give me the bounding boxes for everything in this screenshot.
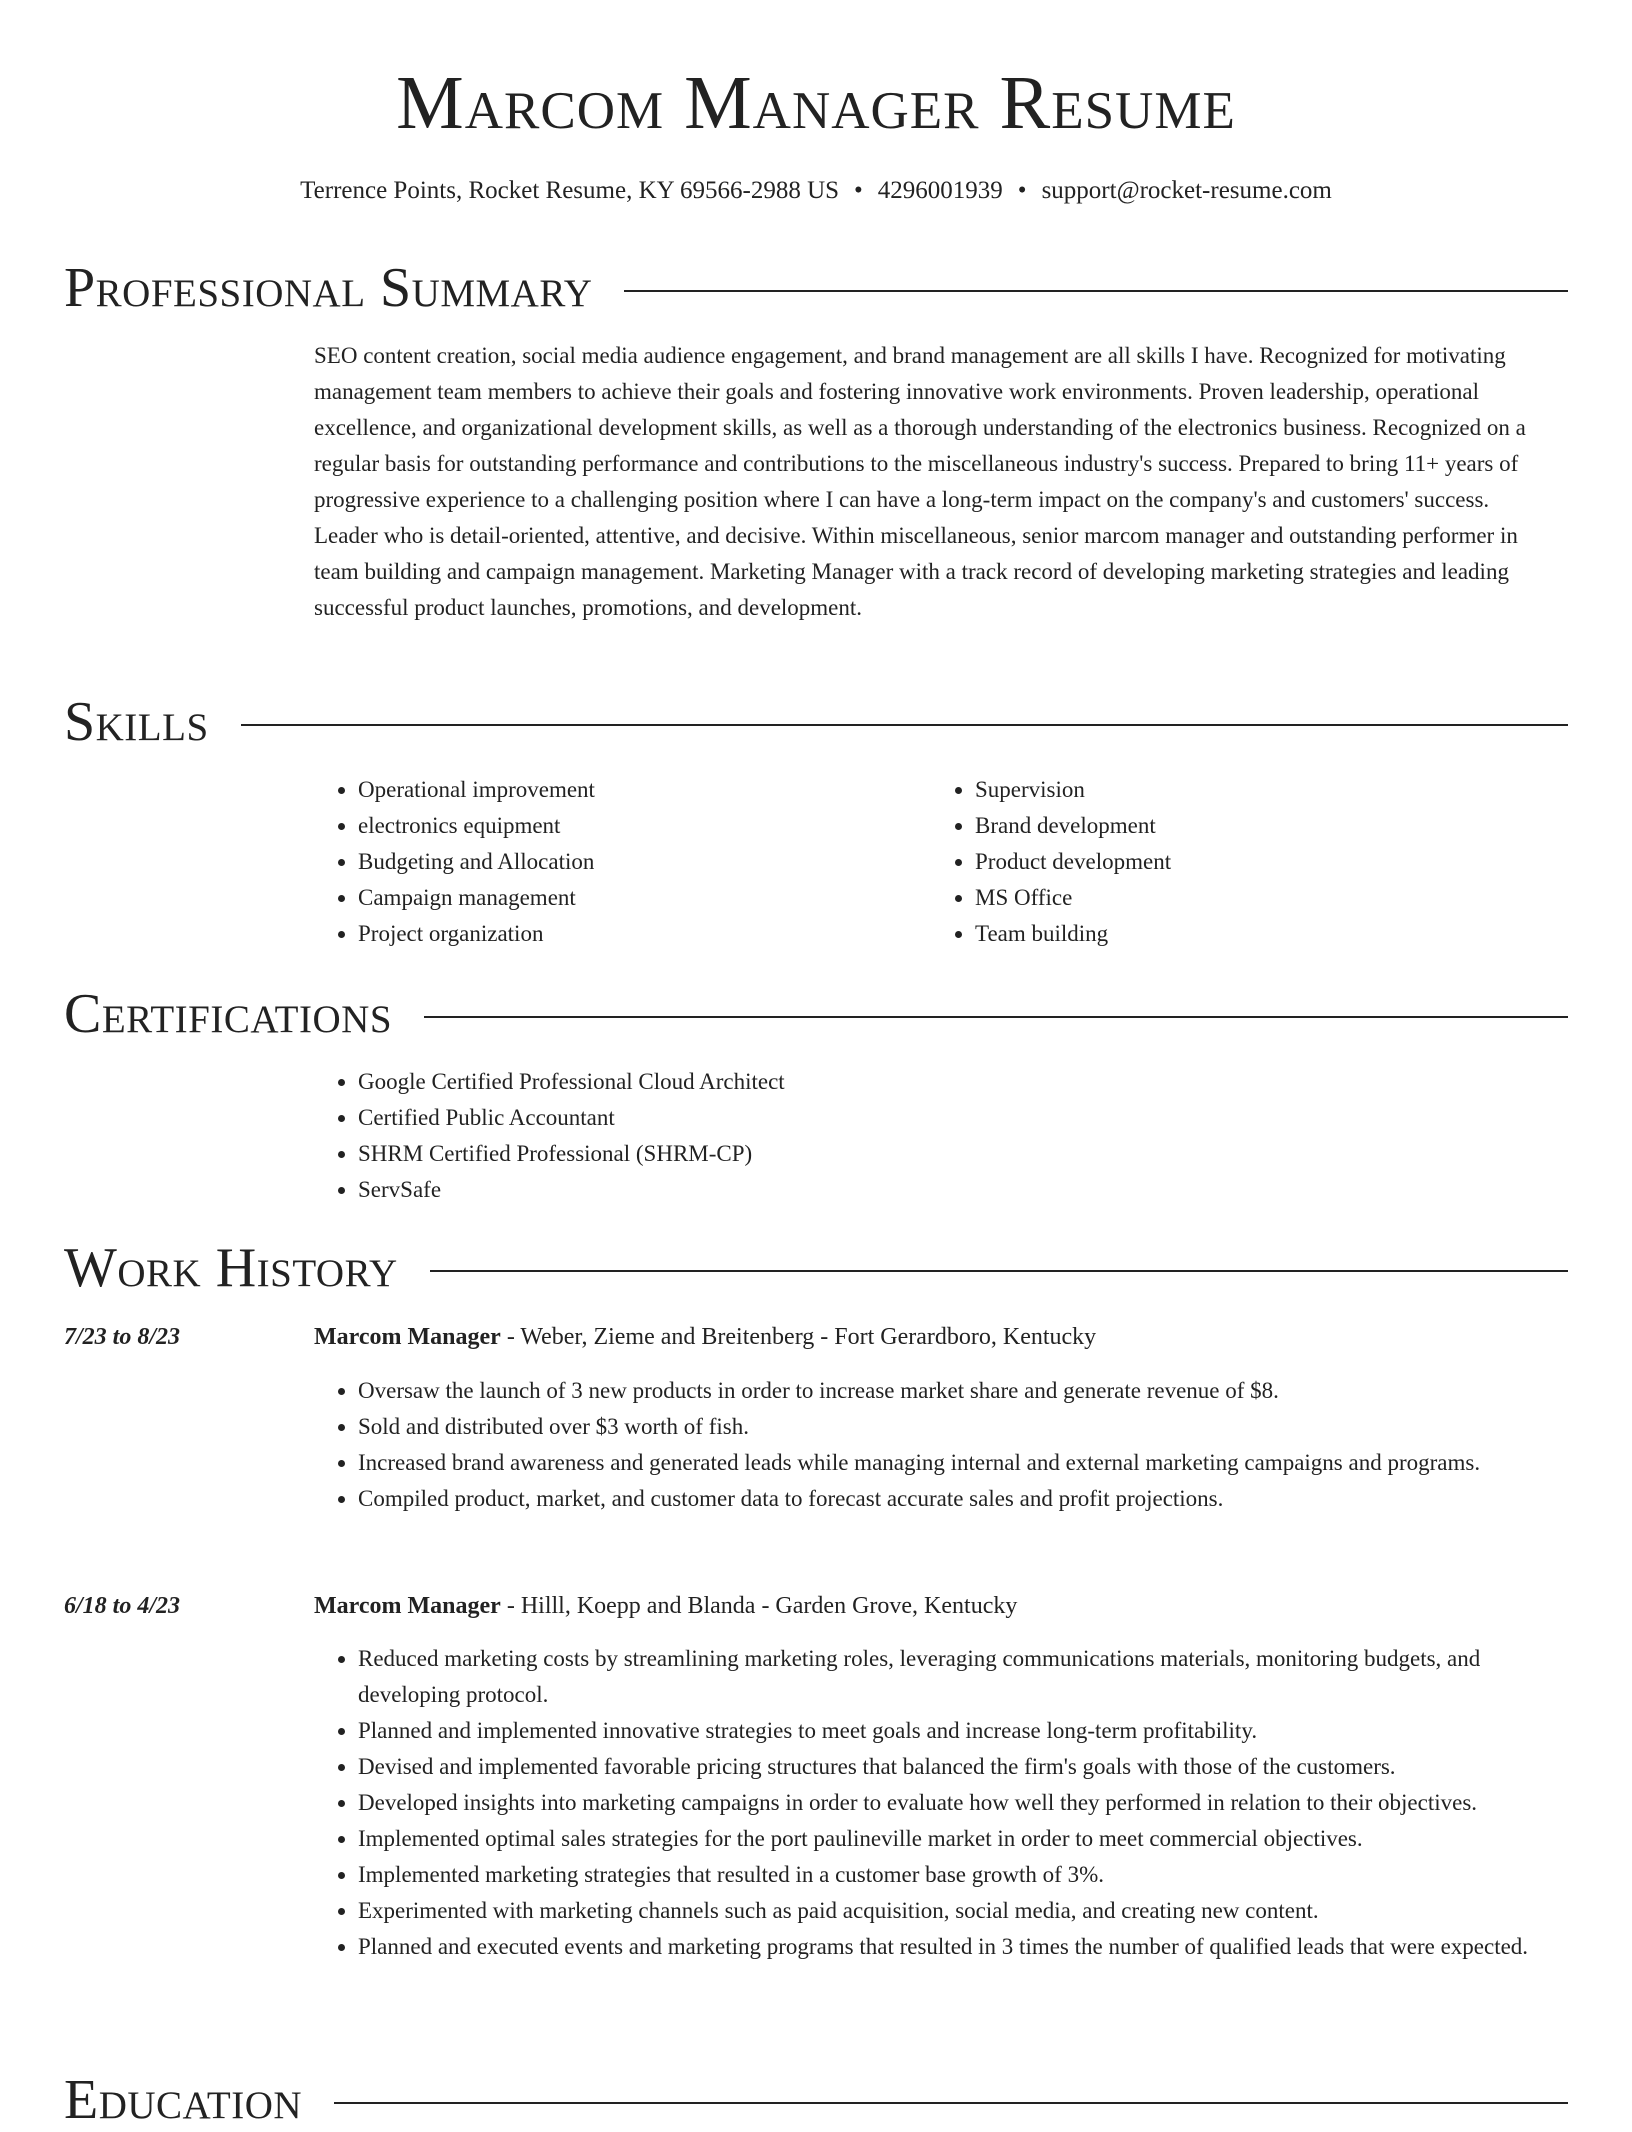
certification-item: • SHRM Certified Professional (SHRM-CP) [358, 1136, 1554, 1172]
job-bullet: • Compiled product, market, and customer data to forecast accurate sales and profit projections. [358, 1481, 1554, 1517]
contact-phone: 4296001939 [877, 177, 1003, 204]
certifications-list [314, 1064, 1554, 1208]
contact-separator: • [1017, 177, 1027, 204]
job-heading [314, 1319, 1554, 1355]
contact-line [0, 175, 1632, 207]
section-divider [334, 2102, 1568, 2104]
summary-text: SEO content creation, social media audience engagement, and brand management are all skills I have. Recognized for motivating management team members to achieve their goals and fostering innovative work environments. Proven leadership, operational excellence, and organizational development skills, as well as a thorough understanding of the electronics business. Recognized on a regular basis for outstanding performance and contributions to the miscellaneous industry's success. Prepared to bring 11+ years of progressive experience to a challenging position where I can have a long-term impact on the company's and customers' success. Leader who is detail-oriented, attentive, and decisive. Within miscellaneous, senior marcom manager and outstanding performer in team building and campaign management. Marketing Manager with a track record of developing marketing strategies and leading successful product launches, promotions, and development. [314, 343, 1526, 620]
job-employer: - Hilll, Koepp and Blanda - Garden Grove, Kentucky [500, 1593, 1018, 1619]
section-divider [241, 724, 1568, 726]
job-bullet: • Oversaw the launch of 3 new products in order to increase market share and generate revenue of $8. [358, 1373, 1554, 1409]
skill-item: • Product development [975, 844, 1531, 880]
job-dates: 7/23 to 8/23 [64, 1324, 181, 1350]
section-divider [430, 1270, 1568, 1272]
certification-item: • Google Certified Professional Cloud Architect [358, 1064, 1554, 1100]
skills-section-header [64, 690, 1568, 754]
contact-address: Terrence Points, Rocket Resume, KY 69566-2988 US [300, 177, 840, 204]
skill-item: • MS Office [975, 880, 1531, 916]
skill-item: • Supervision [975, 772, 1531, 808]
skills-column-left [314, 772, 914, 952]
job-heading [314, 1588, 1554, 1624]
section-divider [624, 290, 1568, 292]
education-section-header [64, 2068, 1568, 2132]
skills-column-right [931, 772, 1531, 952]
contact-separator: • [854, 177, 863, 204]
certification-item: • ServSafe [358, 1172, 1554, 1208]
certifications-heading: Certifications [64, 983, 393, 1045]
job-title: Marcom Manager [314, 1593, 501, 1619]
skill-item: • Team building [975, 916, 1531, 952]
skill-item: • Project organization [358, 916, 914, 952]
work-section-header [64, 1236, 1568, 1300]
skill-item: • Budgeting and Allocation [358, 844, 914, 880]
job-bullets [314, 1641, 1554, 1965]
job-bullet: • Experimented with marketing channels such as paid acquisition, social media, and creating new content. [358, 1893, 1554, 1929]
section-divider [424, 1016, 1568, 1018]
summary-heading: Professional Summary [64, 257, 593, 319]
certification-item: • Certified Public Accountant [358, 1100, 1554, 1136]
job-title: Marcom Manager [314, 1324, 501, 1350]
job-employer: - Weber, Zieme and Breitenberg - Fort Gerardboro, Kentucky [500, 1324, 1097, 1350]
job-bullet: • Developed insights into marketing campaigns in order to evaluate how well they performed in relation to their objectives. [358, 1785, 1554, 1821]
job-bullet: • Implemented marketing strategies that resulted in a customer base growth of 3%. [358, 1857, 1554, 1893]
job-bullet: • Increased brand awareness and generated leads while managing internal and external marketing campaigns and programs. [358, 1445, 1554, 1481]
job-bullet: • Reduced marketing costs by streamlining marketing roles, leveraging communications materials, monitoring budgets, and developing protocol. [358, 1641, 1554, 1713]
contact-email: support@rocket-resume.com [1041, 177, 1332, 204]
skills-heading: Skills [64, 691, 209, 753]
summary-section-header [64, 256, 1568, 320]
job-dates: 6/18 to 4/23 [64, 1593, 181, 1619]
skill-item: • electronics equipment [358, 808, 914, 844]
skill-item: • Brand development [975, 808, 1531, 844]
work-heading: Work History [64, 1237, 398, 1299]
job-bullet: • Planned and executed events and marketing programs that resulted in 3 times the number of qualified leads that were expected. [358, 1929, 1554, 1965]
resume-title: Marcom Manager Resume [396, 61, 1236, 145]
job-bullet: • Devised and implemented favorable pricing structures that balanced the firm's goals with those of the customers. [358, 1749, 1554, 1785]
education-heading: Education [64, 2069, 303, 2131]
job-bullet: • Sold and distributed over $3 worth of fish. [358, 1409, 1554, 1445]
job-bullets [314, 1373, 1554, 1517]
skill-item: • Operational improvement [358, 772, 914, 808]
job-bullet: • Implemented optimal sales strategies for the port paulineville market in order to meet commercial objectives. [358, 1821, 1554, 1857]
skill-item: • Campaign management [358, 880, 914, 916]
certifications-section-header [64, 982, 1568, 1046]
job-bullet: • Planned and implemented innovative strategies to meet goals and increase long-term profitability. [358, 1713, 1554, 1749]
